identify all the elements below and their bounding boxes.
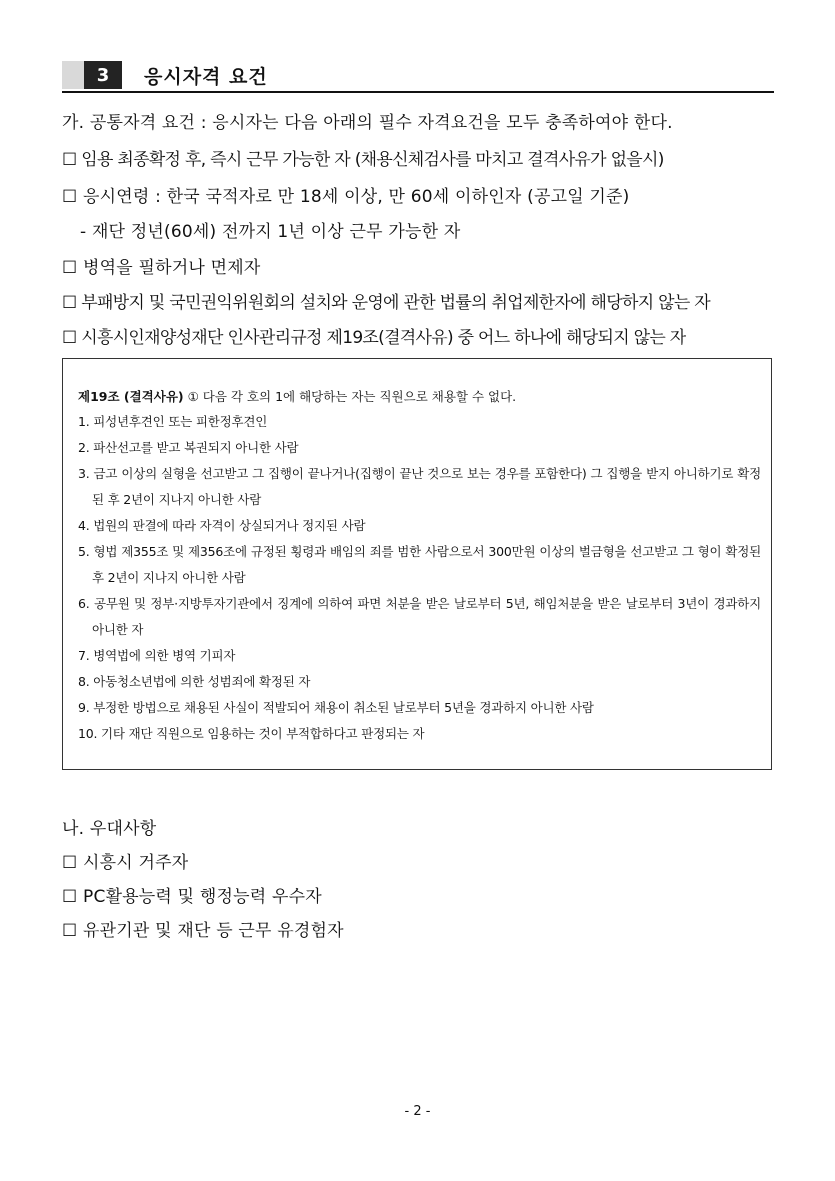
- article-item: 8. 아동청소년법에 의한 성범죄에 확정된 자: [78, 674, 311, 689]
- article-intro: [78, 387, 516, 405]
- article-item: 10. 기타 재단 직원으로 임용하는 것이 부적합하다고 판정되는 자: [78, 726, 425, 741]
- requirement-disqualification: ☐ 시흥시인재양성재단 인사관리규정 제19조(결격사유) 중 어느 하나에 해당되지 않는 자: [62, 328, 686, 348]
- requirement-military: ☐ 병역을 필하거나 면제자: [62, 258, 261, 278]
- header-accent-bar: [62, 61, 84, 89]
- requirement-immediate-work: ☐ 임용 최종확정 후, 즉시 근무 가능한 자 (채용신체검사를 마치고 결격사유가 없을시): [62, 150, 664, 170]
- section-number-badge: 3: [84, 61, 122, 89]
- article-item: 3. 금고 이상의 실형을 선고받고 그 집행이 끝나거나(집행이 끝난 것으로 보는 경우를 포함한다) 그 집행을 받지 아니하기로 확정된 후 2년이 지나지 아니한 사람: [78, 466, 761, 507]
- article-19-box: [62, 358, 772, 770]
- preference-item: ☐ 시흥시 거주자: [62, 853, 189, 873]
- article-item: 6. 공무원 및 정부·지방투자기관에서 징계에 의하여 파면 처분을 받은 날로부터 5년, 해임처분을 받은 날로부터 3년이 경과하지 아니한 자: [78, 596, 761, 637]
- section-header: [62, 58, 774, 92]
- article-heading: 제19조 (결격사유): [78, 389, 184, 404]
- article-intro-text: ① 다음 각 호의 1에 해당하는 자는 직원으로 채용할 수 없다.: [187, 389, 517, 404]
- common-requirement-heading: 가. 공통자격 요건 : 응시자는 다음 아래의 필수 자격요건을 모두 충족하여야 한다.: [62, 113, 673, 133]
- article-item: 5. 형법 제355조 및 제356조에 규정된 횡령과 배임의 죄를 범한 사람으로서 300만원 이상의 벌금형을 선고받고 그 형이 확정된 후 2년이 지나지 아니한 사람: [78, 544, 761, 585]
- article-item: 2. 파산선고를 받고 복권되지 아니한 사람: [78, 440, 299, 455]
- section-title: 응시자격 요건: [144, 66, 268, 88]
- requirement-age-sub: - 재단 정년(60세) 전까지 1년 이상 근무 가능한 자: [80, 222, 461, 242]
- preference-item: ☐ 유관기관 및 재단 등 근무 유경험자: [62, 921, 344, 941]
- article-item: 7. 병역법에 의한 병역 기피자: [78, 648, 236, 663]
- page-number: - 2 -: [404, 1104, 431, 1119]
- article-item: 4. 법원의 판결에 따라 자격이 상실되거나 정지된 사람: [78, 518, 366, 533]
- article-item: 9. 부정한 방법으로 채용된 사실이 적발되어 채용이 취소된 날로부터 5년을 경과하지 아니한 사람: [78, 700, 594, 715]
- header-underline: [62, 91, 774, 93]
- preference-item: ☐ PC활용능력 및 행정능력 우수자: [62, 887, 322, 907]
- requirement-anticorruption: ☐ 부패방지 및 국민권익위원회의 설치와 운영에 관한 법률의 취업제한자에 해당하지 않는 자: [62, 293, 710, 313]
- preference-heading: 나. 우대사항: [62, 819, 157, 839]
- article-item: 1. 피성년후견인 또는 피한정후견인: [78, 414, 268, 429]
- requirement-age: ☐ 응시연령 : 한국 국적자로 만 18세 이상, 만 60세 이하인자 (공고일 기준): [62, 187, 630, 207]
